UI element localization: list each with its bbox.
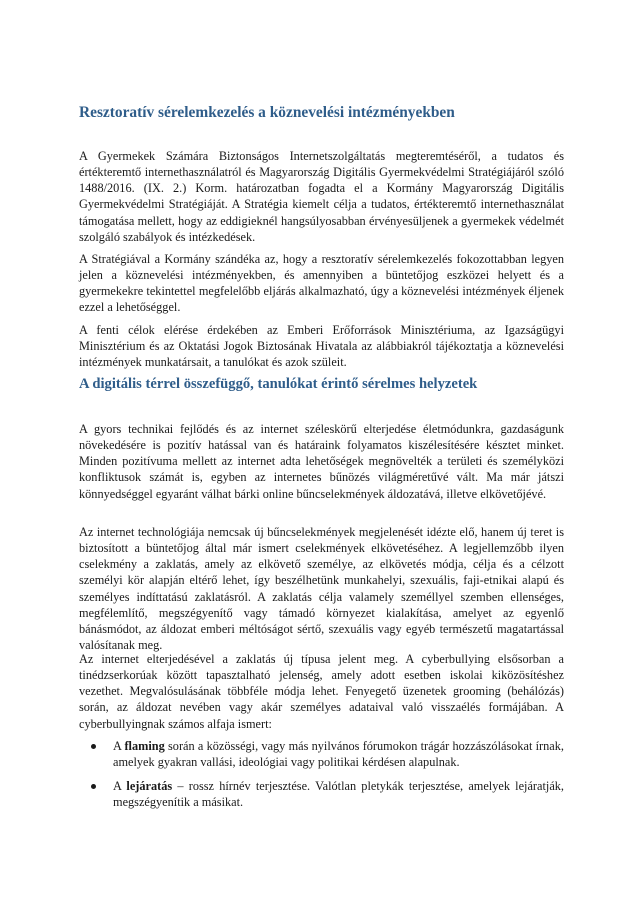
paragraph-section-3: Az internet elterjedésével a zaklatás új típusa jelent meg. A cyberbullying elsősorban a tinédzserkorúak között tapasztalható jelenség, amely adott esetben iskolai kiközösítéshez vezethet. Megvalósulásának többféle módja lehet. Fenyegető üzenetek grooming (behálózás) során, az áldozat nevében vagy akár személyes adataival való visszaélés formájában. A cyberbullyingnak számos alfaja ismert: <box>79 652 564 731</box>
section-heading: A digitális térrel összefüggő, tanulókat érintő sérelmes helyzetek <box>79 376 478 392</box>
paragraph-section-2: Az internet technológiája nemcsak új bűncselekmények megjelenését idézte elő, hanem új teret is biztosított a büntetőjog által már ismert cselekmények elkövetéséhez. A legjellemzőbb ilyen cselekmény a zaklatás, amely az elkövető személye, az elkövetés módja, célja és a célzott személyi kör alapján eltérő lehet, így beszélhetünk munkahelyi, szexuális, faji-etnikai alapú és személyes indíttatású zaklatásról. A zaklatás célja valamely személlyel szemben ellenséges, megfélemlítő, megszégyenítő vagy támadó környezet kialakítása, amelyet az egyenlő bánásmódot, az áldozat emberi méltóságot sértő, szexuális vagy egyéb természetű magatartással valósítanak meg. <box>79 525 564 653</box>
cyberbullying-list <box>79 738 564 811</box>
paragraph-intro-2: A Stratégiával a Kormány szándéka az, hogy a resztoratív sérelemkezelés fokozottabban legyen jelen a köznevelési intézményekben, és amennyiben a büntetőjog eszközei helyett és a gyermekekre tekintettel megfelelőbb eljárás alkalmazható, úgy a köznevelési intézmények éljenek ezzel a lehetőséggel. <box>79 252 564 315</box>
bullet-dot <box>91 784 96 789</box>
term-lejaratas: lejáratás <box>126 779 173 794</box>
term-flaming: flaming <box>124 739 165 753</box>
bullet-dot <box>91 744 96 749</box>
list-item-flaming: A flaming során a közösségi, vagy más nyilvános fórumokon trágár hozzászólásokat írnak, amelyek gyakran vallási, ideológiai vagy politikai kérdésen alapulnak. <box>91 738 564 770</box>
paragraph-intro-1: A Gyermekek Számára Biztonságos Internetszolgáltatás megteremtéséről, a tudatos és értékteremtő internethasználatról és Magyarország Digitális Gyermekvédelmi Stratégiájáról szóló 1488/2016. (IX. 2.) Korm. határozatban fogadta el a Kormány Magyarország Digitális Gyermekvédelmi Stratégiáját. A Stratégia kiemelt célja a tudatos, értékteremtő internethasználat támogatása mellett, hogy az eddigieknél hangsúlyosabban érvényesüljenek a gyermekek védelmét szolgáló szabályok és intézkedések. <box>79 149 564 244</box>
paragraph-intro-3: A fenti célok elérése érdekében az Emberi Erőforrások Minisztériuma, az Igazságügyi Minisztérium és az Oktatási Jogok Biztosának Hivatala az alábbiakról tájékoztatja a köznevelési intézmények munkatársait, a tanulókat és azok szüleit. <box>79 323 564 370</box>
document-title: Resztoratív sérelemkezelés a köznevelési intézményekben <box>79 104 455 121</box>
paragraph-section-1: A gyors technikai fejlődés és az internet széleskörű elterjedése életmódunkra, gazdaságunk növekedésére is pozitív hatással van és határaink folyamatos kiszélesítésére késztet minket. Minden pozitívuma mellett az internet adta lehetőségek megnövelték a területi és személyközi konfliktusok számát is, egyben az internetes bűnözés világméretűvé vált. Ma már játszi könnyedséggel egyaránt válhat bárki online bűncselekmények áldozatává, illetve elkövetőjévé. <box>79 422 564 501</box>
list-item-lejaratas: A lejáratás – rossz hírnév terjesztése. Valótlan pletykák terjesztése, amelyek lejáratják, megszégyenítik a másikat. <box>91 778 564 810</box>
